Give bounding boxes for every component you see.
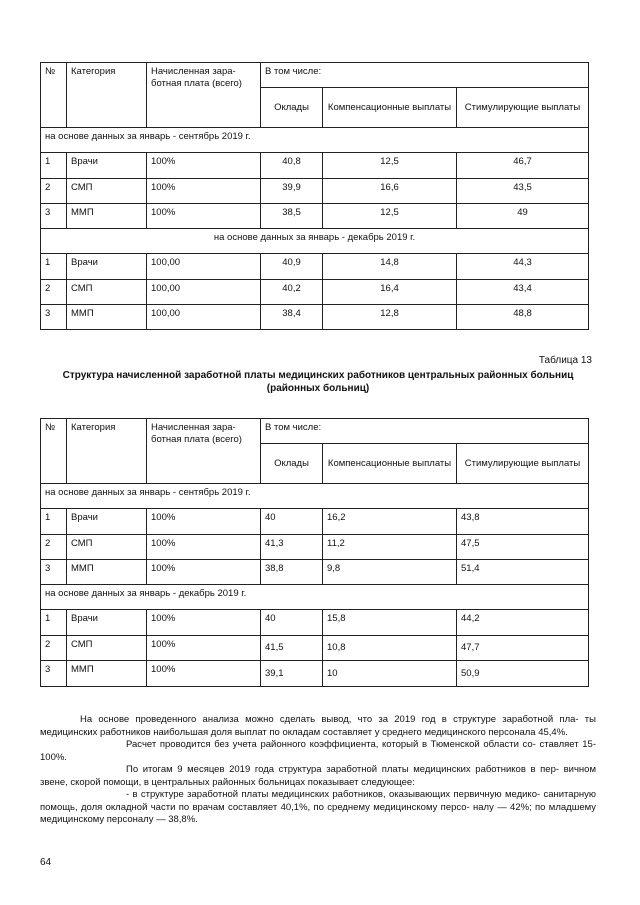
cell-category: СМП [67, 280, 147, 305]
cell-incentive: 47,7 [457, 636, 589, 661]
page-number: 64 [40, 857, 52, 868]
table-13-crb-salary-structure [40, 418, 589, 687]
cell-compensation: 10,8 [323, 636, 457, 661]
table-row [41, 535, 589, 560]
table-row [41, 254, 589, 280]
cell-category: Врачи [67, 254, 147, 280]
cell-total: 100% [147, 560, 261, 585]
cell-category: ММП [67, 305, 147, 330]
cell-incentive: 43,4 [457, 280, 589, 305]
period-row: на основе данных за январь - сентябрь 2019 г. [41, 128, 589, 153]
cell-total: 100% [147, 509, 261, 535]
table-row [41, 636, 589, 661]
cell-salary: 41,3 [261, 535, 323, 560]
table-row [41, 610, 589, 636]
cell-compensation: 12,5 [323, 204, 457, 229]
cell-num: 3 [41, 560, 67, 585]
cell-total: 100% [147, 179, 261, 204]
cell-compensation: 16,2 [323, 509, 457, 535]
cell-incentive: 50,9 [457, 661, 589, 687]
cell-num: 2 [41, 179, 67, 204]
cell-category: СМП [67, 636, 147, 661]
header-salary: Оклады [261, 88, 323, 128]
cell-incentive: 43,8 [457, 509, 589, 535]
header-total: Начисленная зара- ботная плата (всего) [147, 63, 261, 128]
cell-num: 3 [41, 204, 67, 229]
table-title: Структура начисленной заработной платы медицинских работников центральных районных больниц (районных больниц) [62, 370, 574, 394]
period-row: на основе данных за январь - декабрь 2019 г. [41, 585, 589, 610]
table-number-caption: Таблица 13 [538, 355, 592, 366]
cell-total: 100% [147, 535, 261, 560]
paragraph-primary-care: - в структуре заработной платы медицинских работников, оказывающих первичную медико- санитарную помощь, доля окладной части по врачам составляет 40,1%, по среднему медицинскому персо- налу — 42%; по младшему медицинскому персоналу — 38,8%. [40, 789, 596, 825]
cell-num: 3 [41, 661, 67, 687]
cell-total: 100,00 [147, 305, 261, 330]
cell-category: ММП [67, 661, 147, 687]
cell-compensation: 16,6 [323, 179, 457, 204]
header-including: В том числе: [261, 63, 589, 88]
cell-total: 100% [147, 636, 261, 661]
cell-incentive: 51,4 [457, 560, 589, 585]
header-incentive: Стимулирующие выплаты [457, 444, 589, 484]
cell-category: ММП [67, 204, 147, 229]
table-row [41, 305, 589, 330]
cell-category: ММП [67, 560, 147, 585]
cell-category: Врачи [67, 610, 147, 636]
paragraph-conclusion: На основе проведенного анализа можно сделать вывод, что за 2019 год в структуре заработной пла- ты медицинских работников наибольшая доля выплат по окладам составляет у среднего медицинского персонала 45,4%. [40, 714, 596, 738]
cell-incentive: 47,5 [457, 535, 589, 560]
header-total: Начисленная зара- ботная плата (всего) [147, 419, 261, 484]
period-row: на основе данных за январь - декабрь 2019 г. [41, 229, 589, 254]
table-row [41, 179, 589, 204]
cell-salary: 41,5 [261, 636, 323, 661]
header-compensation: Компенсационные выплаты [323, 88, 457, 128]
cell-total: 100% [147, 661, 261, 687]
header-compensation: Компенсационные выплаты [323, 444, 457, 484]
cell-compensation: 10 [323, 661, 457, 687]
cell-incentive: 48,8 [457, 305, 589, 330]
cell-salary: 40,8 [261, 153, 323, 179]
cell-salary: 40,9 [261, 254, 323, 280]
cell-category: Врачи [67, 509, 147, 535]
cell-incentive: 49 [457, 204, 589, 229]
paragraph-calculation-note: Расчет проводится без учета районного коэффициента, который в Тюменской области со- ставляет 15-100%. [40, 739, 596, 763]
cell-num: 1 [41, 610, 67, 636]
table-salary-structure-top [40, 62, 589, 330]
header-category: Категория [67, 419, 147, 484]
cell-compensation: 12,5 [323, 153, 457, 179]
cell-num: 2 [41, 535, 67, 560]
cell-salary: 38,8 [261, 560, 323, 585]
cell-num: 2 [41, 636, 67, 661]
table-row [41, 280, 589, 305]
header-num: № [41, 419, 67, 484]
cell-compensation: 14,8 [323, 254, 457, 280]
cell-incentive: 44,3 [457, 254, 589, 280]
cell-salary: 38,4 [261, 305, 323, 330]
cell-total: 100% [147, 153, 261, 179]
cell-total: 100% [147, 610, 261, 636]
cell-salary: 38,5 [261, 204, 323, 229]
header-incentive: Стимулирующие выплаты [457, 88, 589, 128]
cell-total: 100,00 [147, 254, 261, 280]
cell-category: Врачи [67, 153, 147, 179]
paragraph-nine-months: По итогам 9 месяцев 2019 года структура заработной платы медицинских работников в пер- вичном звене, скорой помощи, в центральных районных больницах показывает следующее: [40, 764, 596, 788]
header-including: В том числе: [261, 419, 589, 444]
cell-num: 2 [41, 280, 67, 305]
cell-total: 100% [147, 204, 261, 229]
cell-compensation: 12,8 [323, 305, 457, 330]
table-row [41, 560, 589, 585]
cell-incentive: 46,7 [457, 153, 589, 179]
cell-compensation: 9,8 [323, 560, 457, 585]
table-row [41, 509, 589, 535]
cell-incentive: 43,5 [457, 179, 589, 204]
header-salary: Оклады [261, 444, 323, 484]
cell-category: СМП [67, 535, 147, 560]
cell-num: 1 [41, 254, 67, 280]
cell-compensation: 15,8 [323, 610, 457, 636]
table-row [41, 661, 589, 687]
cell-compensation: 16,4 [323, 280, 457, 305]
header-num: № [41, 63, 67, 128]
cell-compensation: 11,2 [323, 535, 457, 560]
table-row [41, 153, 589, 179]
cell-salary: 39,1 [261, 661, 323, 687]
cell-incentive: 44,2 [457, 610, 589, 636]
header-category: Категория [67, 63, 147, 128]
cell-salary: 40,2 [261, 280, 323, 305]
period-row: на основе данных за январь - сентябрь 2019 г. [41, 484, 589, 509]
cell-salary: 40 [261, 610, 323, 636]
cell-num: 1 [41, 509, 67, 535]
cell-total: 100,00 [147, 280, 261, 305]
cell-salary: 39,9 [261, 179, 323, 204]
cell-num: 1 [41, 153, 67, 179]
table-row [41, 204, 589, 229]
cell-num: 3 [41, 305, 67, 330]
cell-salary: 40 [261, 509, 323, 535]
body-text [40, 714, 596, 827]
cell-category: СМП [67, 179, 147, 204]
